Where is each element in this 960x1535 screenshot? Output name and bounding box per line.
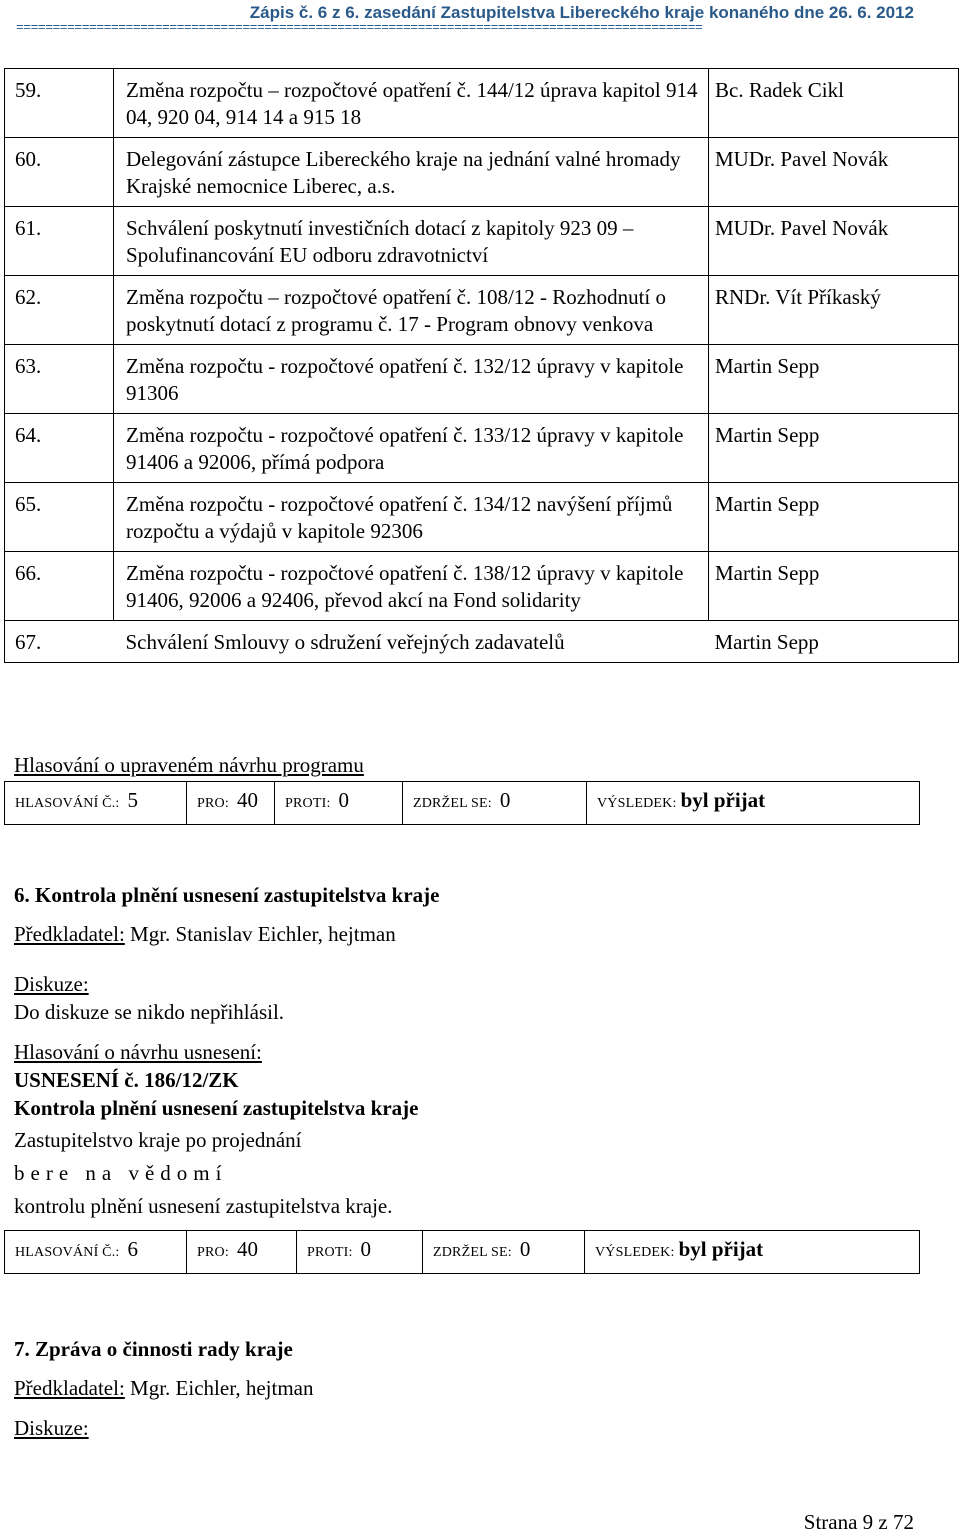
agenda-item-number: 59. — [5, 69, 114, 138]
agenda-row — [5, 345, 959, 414]
agenda-item-number: 64. — [5, 414, 114, 483]
presenter-name: Mgr. Stanislav Eichler, hejtman — [124, 922, 396, 946]
vote-result-value: byl přijat — [678, 1237, 764, 1261]
vote-number-label: HLASOVÁNÍ Č.: — [15, 1245, 120, 1260]
resolution-line-1: Zastupitelstvo kraje po projednání — [14, 1128, 302, 1152]
vote-pro-label: PRO: — [197, 796, 229, 811]
vote-zdrzel-value: 0 — [499, 788, 511, 812]
section6-discussion-text: Do diskuze se nikdo nepřihlásil. — [14, 1000, 285, 1024]
header-title: Zápis č. 6 z 6. zasedání Zastupitelstva Libereckého kraje konaného dne 26. 6. 2012 — [249, 3, 914, 22]
section7-heading: 7. Zpráva o činnosti rady kraje — [14, 1337, 293, 1361]
agenda-item-presenter: RNDr. Vít Příkaský — [709, 276, 959, 345]
agenda-item-number: 63. — [5, 345, 114, 414]
agenda-row — [5, 138, 959, 207]
agenda-row — [5, 207, 959, 276]
vote-result-cell — [585, 1231, 919, 1273]
vote-program-heading: Hlasování o upraveném návrhu programu — [14, 753, 364, 777]
presenter-label: Předkladatel: — [14, 1376, 125, 1400]
vote-proti-value: 0 — [360, 1237, 372, 1261]
agenda-item-title: Schválení poskytnutí investičních dotací z kapitoly 923 09 – Spolufinancování EU odboru zdravotnictví — [114, 207, 709, 276]
vote-pro-value: 40 — [236, 1237, 258, 1261]
section7-discussion-label: Diskuze: — [14, 1416, 89, 1440]
vote-number-label: HLASOVÁNÍ Č.: — [15, 796, 120, 811]
vote-zdrzel-label: ZDRŽEL SE: — [413, 796, 492, 811]
agenda-row — [5, 414, 959, 483]
vote-proti-label: PROTI: — [307, 1245, 353, 1260]
agenda-row — [5, 552, 959, 621]
agenda-item-presenter: Martin Sepp — [709, 345, 959, 414]
vote-number-cell — [5, 782, 187, 824]
presenter-name: Mgr. Eichler, hejtman — [124, 1376, 314, 1400]
section6-vote-heading: Hlasování o návrhu usnesení: — [14, 1040, 262, 1064]
agenda-item-presenter: Martin Sepp — [709, 414, 959, 483]
agenda-item-number: 65. — [5, 483, 114, 552]
agenda-row — [5, 69, 959, 138]
vote-pro-label: PRO: — [197, 1245, 229, 1260]
section6-presenter — [14, 922, 396, 947]
vote-proti-cell — [275, 782, 403, 824]
agenda-item-presenter: Martin Sepp — [709, 483, 959, 552]
vote-result-value: byl přijat — [680, 788, 766, 812]
vote-proti-label: PROTI: — [285, 796, 331, 811]
agenda-row — [5, 483, 959, 552]
agenda-item-number: 60. — [5, 138, 114, 207]
agenda-item-number: 67. — [5, 621, 114, 663]
vote-pro-cell — [187, 782, 275, 824]
resolution-line-3: kontrolu plnění usnesení zastupitelstva kraje. — [14, 1194, 393, 1218]
section7-presenter — [14, 1376, 314, 1401]
vote-zdrzel-value: 0 — [519, 1237, 531, 1261]
agenda-item-title: Změna rozpočtu – rozpočtové opatření č. 108/12 - Rozhodnutí o poskytnutí dotací z programu č. 17 - Program obnovy venkova — [114, 276, 709, 345]
vote-section6-table — [4, 1230, 920, 1274]
vote-zdrzel-cell — [423, 1231, 585, 1273]
vote-zdrzel-cell — [403, 782, 587, 824]
agenda-item-presenter: Martin Sepp — [709, 552, 959, 621]
agenda-item-title: Změna rozpočtu – rozpočtové opatření č. 144/12 úprava kapitol 914 04, 920 04, 914 14 a 915 18 — [114, 69, 709, 138]
agenda-table — [4, 68, 959, 663]
vote-zdrzel-label: ZDRŽEL SE: — [433, 1245, 512, 1260]
header-rule: ============================================================================================== — [16, 22, 703, 34]
vote-result-cell — [587, 782, 919, 824]
vote-result-label: VÝSLEDEK: — [595, 1245, 675, 1260]
agenda-item-presenter: Martin Sepp — [709, 621, 959, 663]
resolution-line-2: bere na vědomí — [14, 1161, 228, 1185]
vote-pro-value: 40 — [236, 788, 258, 812]
section6-discussion-label: Diskuze: — [14, 972, 89, 996]
resolution-title: Kontrola plnění usnesení zastupitelstva kraje — [14, 1096, 419, 1120]
vote-result-label: VÝSLEDEK: — [597, 796, 677, 811]
agenda-item-presenter: MUDr. Pavel Novák — [709, 138, 959, 207]
agenda-item-title: Delegování zástupce Libereckého kraje na jednání valné hromady Krajské nemocnice Liberec, a.s. — [114, 138, 709, 207]
section6-heading: 6. Kontrola plnění usnesení zastupitelstva kraje — [14, 883, 440, 907]
agenda-item-title: Schválení Smlouvy o sdružení veřejných zadavatelů — [114, 621, 709, 663]
vote-number-value: 5 — [127, 788, 138, 812]
vote-number-cell — [5, 1231, 187, 1273]
agenda-item-number: 66. — [5, 552, 114, 621]
agenda-row — [5, 276, 959, 345]
agenda-item-number: 61. — [5, 207, 114, 276]
resolution-number: USNESENÍ č. 186/12/ZK — [14, 1068, 239, 1092]
vote-pro-cell — [187, 1231, 297, 1273]
agenda-row — [5, 621, 959, 663]
presenter-label: Předkladatel: — [14, 922, 125, 946]
agenda-item-number: 62. — [5, 276, 114, 345]
agenda-item-presenter: MUDr. Pavel Novák — [709, 207, 959, 276]
agenda-item-title: Změna rozpočtu - rozpočtové opatření č. 133/12 úpravy v kapitole 91406 a 92006, přímá podpora — [114, 414, 709, 483]
vote-number-value: 6 — [127, 1237, 138, 1261]
agenda-item-title: Změna rozpočtu - rozpočtové opatření č. 138/12 úpravy v kapitole 91406, 92006 a 92406, převod akcí na Fond solidarity — [114, 552, 709, 621]
agenda-item-title: Změna rozpočtu - rozpočtové opatření č. 134/12 navýšení příjmů rozpočtu a výdajů v kapitole 92306 — [114, 483, 709, 552]
vote-proti-cell — [297, 1231, 423, 1273]
vote-program-table — [4, 781, 920, 825]
vote-proti-value: 0 — [338, 788, 350, 812]
agenda-item-title: Změna rozpočtu - rozpočtové opatření č. 132/12 úpravy v kapitole 91306 — [114, 345, 709, 414]
agenda-item-presenter: Bc. Radek Cikl — [709, 69, 959, 138]
page-number: Strana 9 z 72 — [803, 1510, 914, 1534]
